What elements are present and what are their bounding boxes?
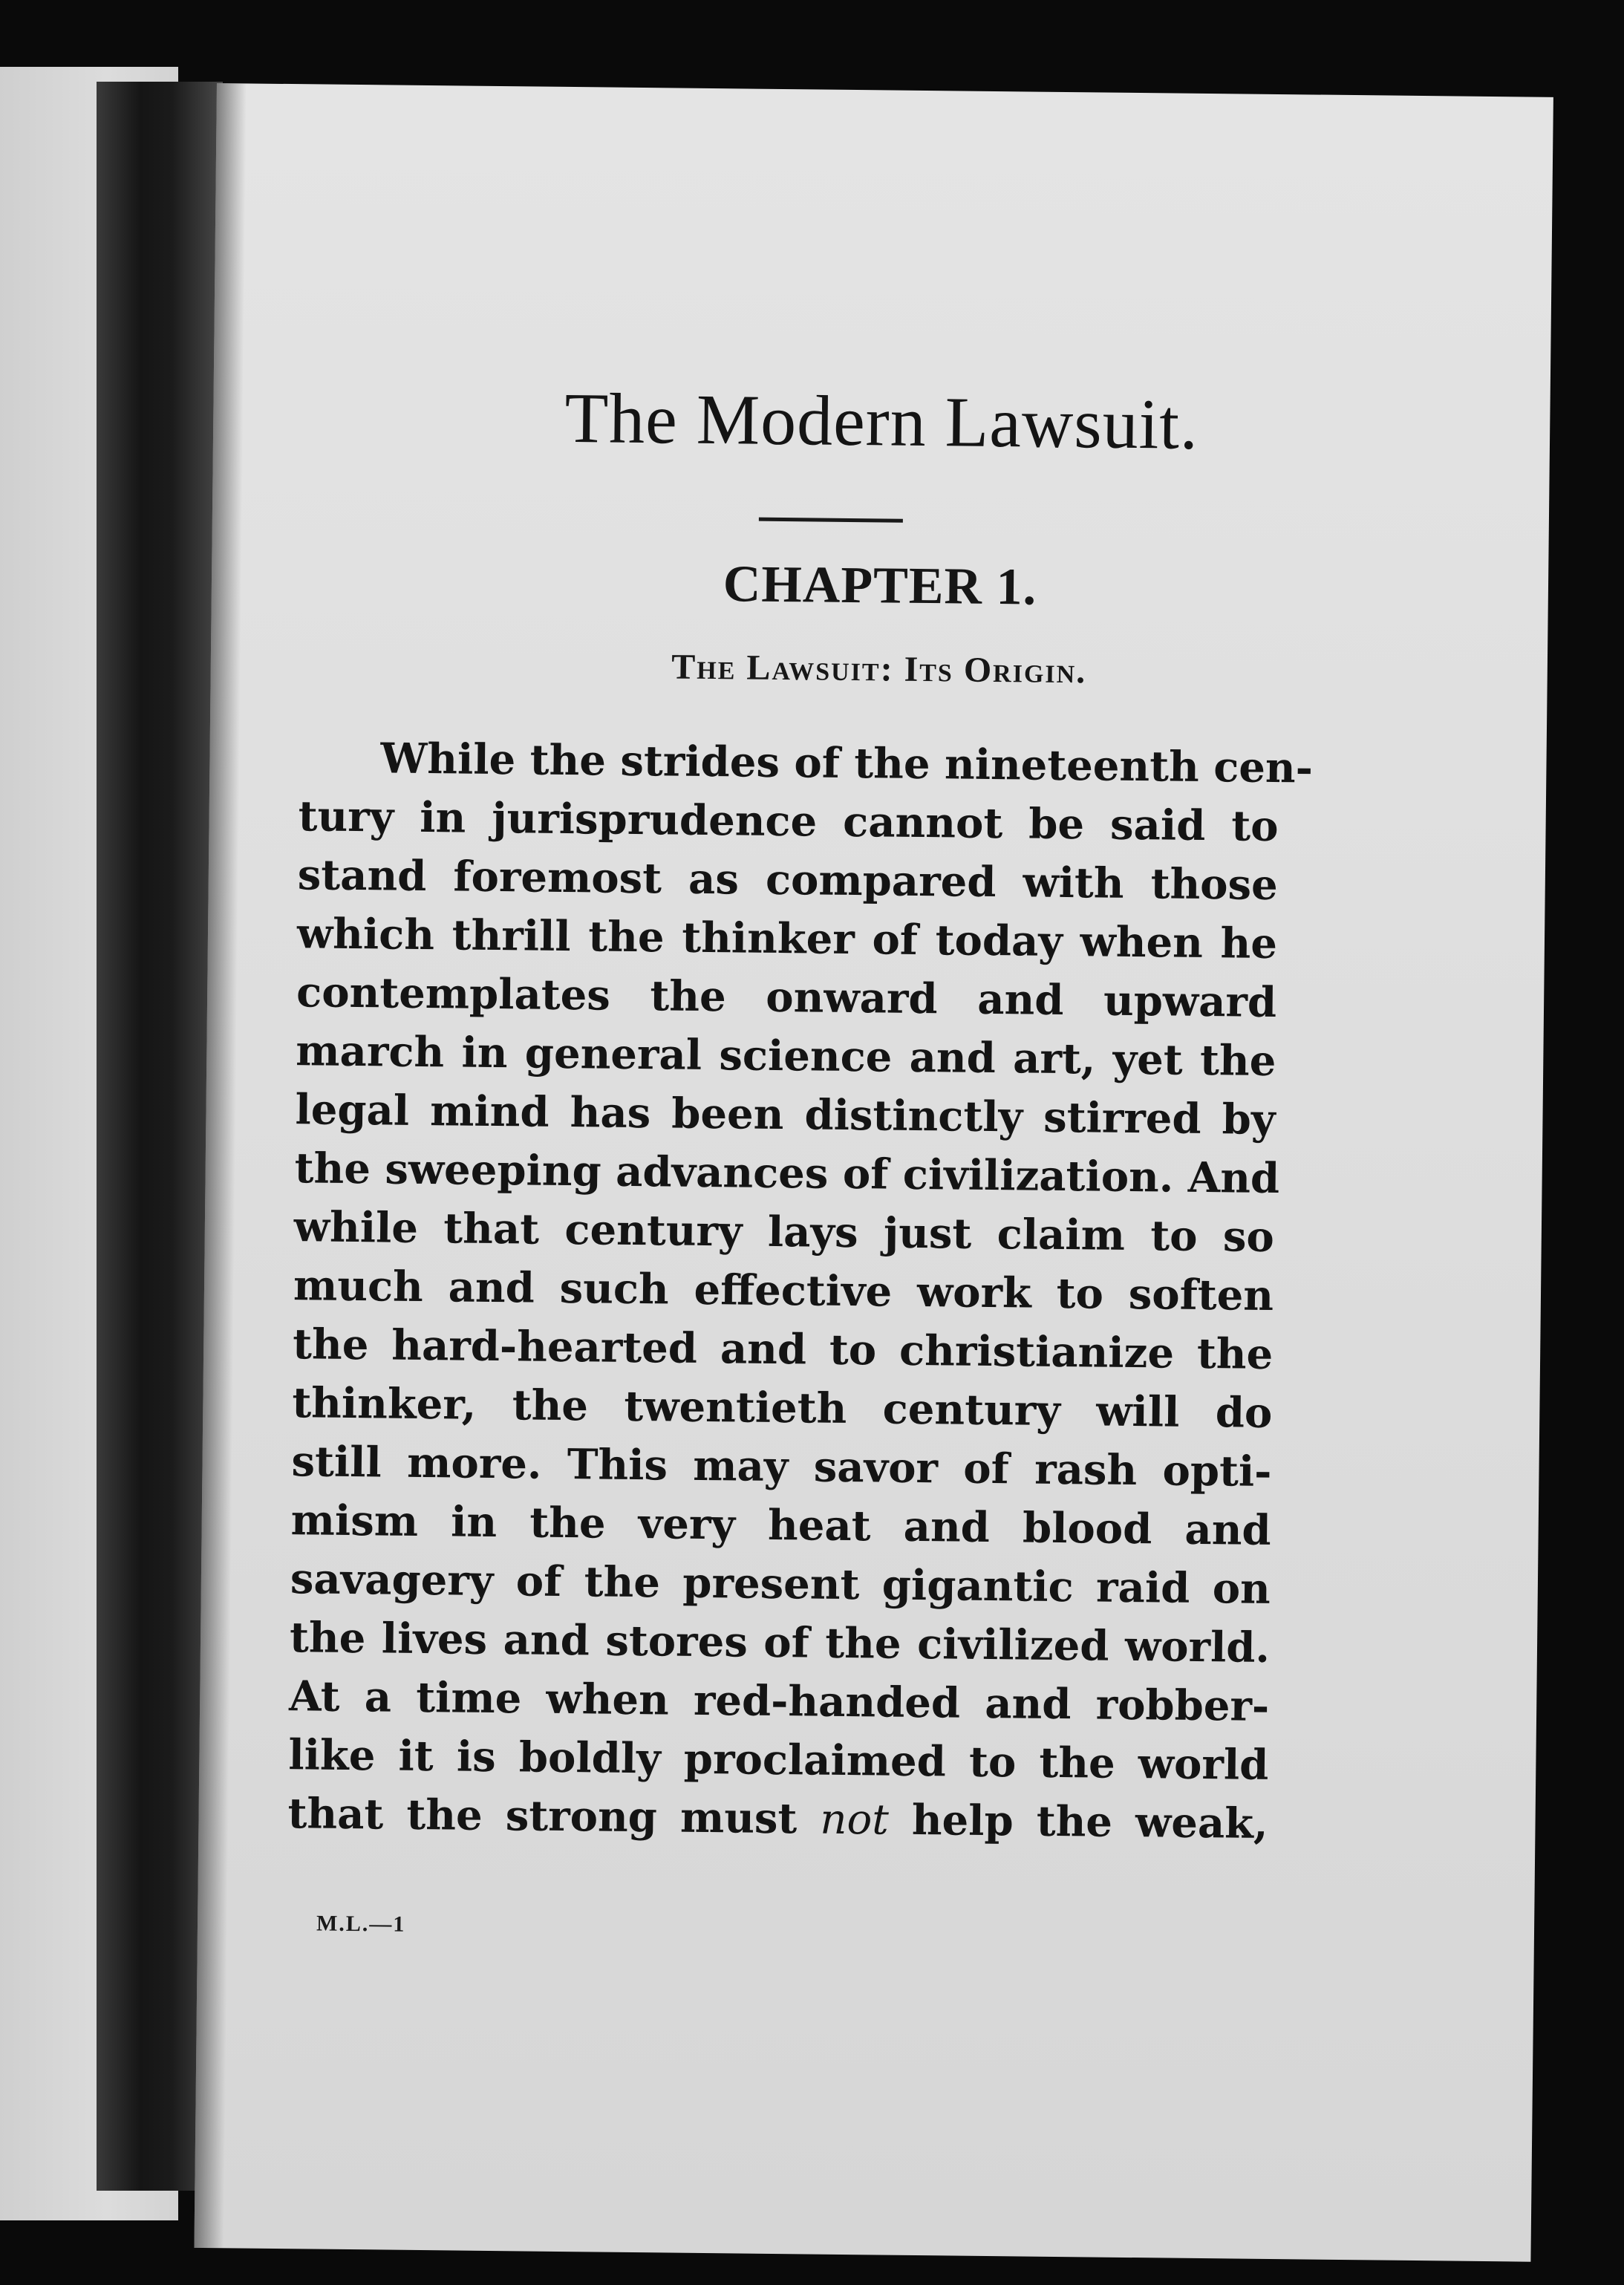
text-line: march in general science and art, yet the: [296, 1026, 1276, 1086]
section-title: The Lawsuit: Its Origin.: [671, 647, 1087, 691]
text-line: much and such effective work to soften: [293, 1261, 1274, 1320]
book-page: [194, 83, 1553, 2262]
text-line: tury in jurisprudence cannot be said to: [298, 792, 1279, 852]
text-line: while that century lays just claim to so: [293, 1202, 1275, 1262]
text-line: mism in the very heat and blood and: [290, 1496, 1272, 1555]
text-line: contemplates the onward and upward: [296, 968, 1277, 1028]
text-line: savagery of the present gigantic raid on: [290, 1554, 1271, 1614]
text-line: thinker, the twentieth century will do: [292, 1378, 1273, 1438]
text-line: which thrill the thinker of today when he: [296, 909, 1278, 969]
text-line: like it is boldly proclaimed to the world: [288, 1730, 1269, 1790]
text-line: still more. This may savor of rash opti-: [291, 1437, 1272, 1496]
text-fragment: help the weak,: [888, 1795, 1268, 1848]
title-rule: [759, 518, 903, 523]
text-line: the hard-hearted and to christianize the: [292, 1320, 1274, 1379]
text-line-last: [287, 1784, 1268, 1854]
text-fragment: that the strong must: [287, 1789, 821, 1844]
chapter-heading: CHAPTER 1.: [723, 555, 1037, 616]
text-line: the lives and stores of the civilized world.: [289, 1613, 1271, 1672]
book-title: The Modern Lawsuit.: [564, 377, 1199, 464]
text-line: the sweeping advances of civilization. And: [294, 1144, 1280, 1204]
emphasized-word: not: [820, 1795, 890, 1845]
body-text: [287, 728, 1314, 1854]
text-line: legal mind has been distinctly stirred by: [295, 1085, 1276, 1145]
printer-signature-mark: M.L.—1: [316, 1911, 406, 1937]
text-line: stand foremost as compared with those: [297, 850, 1279, 910]
text-line: At a time when red-handed and robber-: [288, 1672, 1270, 1731]
text-line: While the strides of the nineteenth cen-: [380, 734, 1314, 793]
